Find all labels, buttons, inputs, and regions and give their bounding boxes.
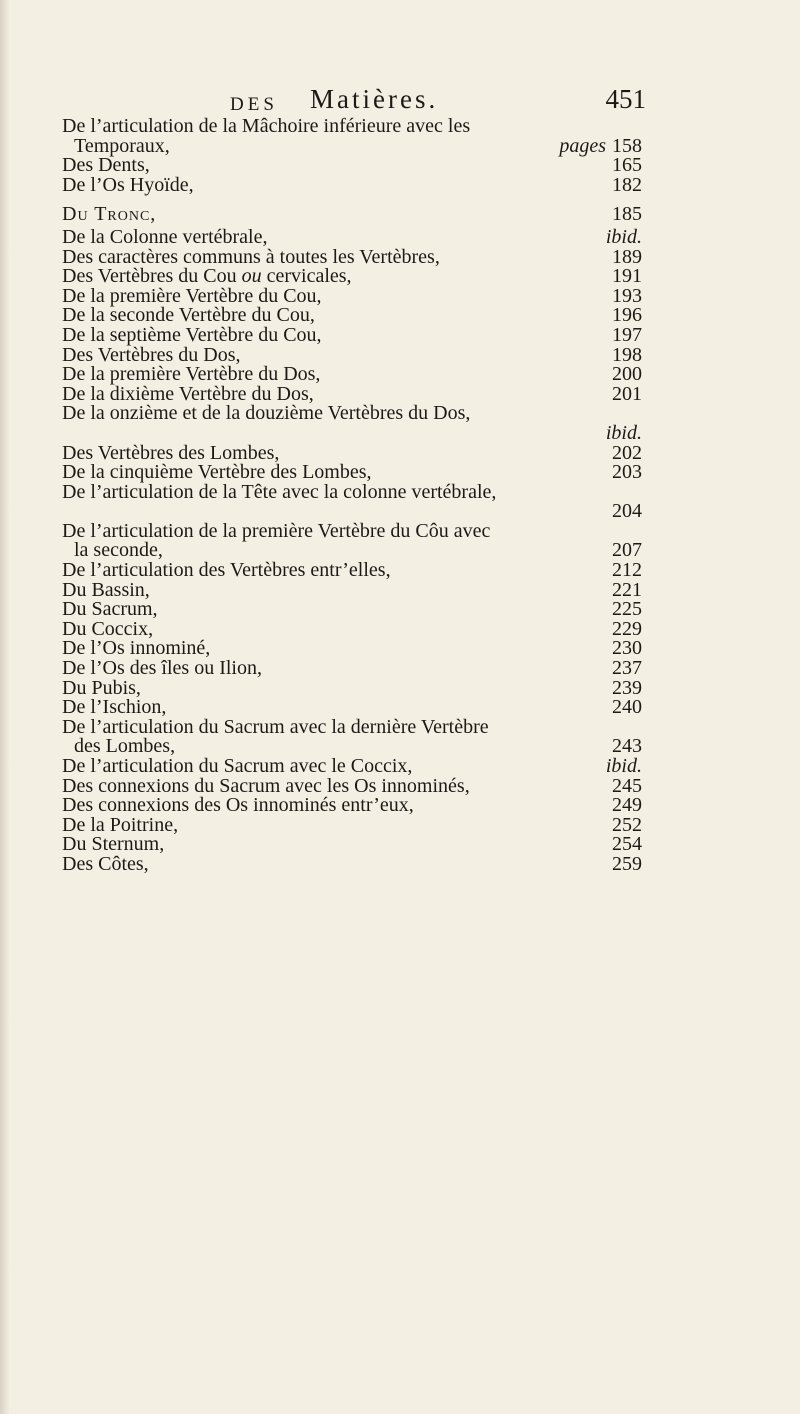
entry-page	[612, 502, 642, 522]
entry-page	[612, 698, 642, 718]
entry-title: Des Vertèbres des Lombes,	[62, 441, 280, 464]
entry-title: des Lombes,	[74, 735, 176, 758]
page-ref: 252	[612, 813, 642, 836]
entry-title: De la onzième et de la douzième Vertèbres du Dos,	[62, 402, 471, 425]
page-ref: 225	[612, 598, 642, 621]
entry-title: De l’articulation des Vertèbres entr’elles,	[62, 559, 391, 582]
entry-title: De l’Os des îles ou Ilion,	[62, 657, 262, 680]
page-ref: 185	[612, 203, 642, 226]
entry-title: Des connexions du Sacrum avec les Os innominés,	[62, 774, 470, 797]
page-ref: 237	[612, 657, 642, 680]
entry-title: De la dixième Vertèbre du Dos,	[62, 382, 314, 405]
header-des: DES	[230, 94, 278, 115]
index-entry	[62, 698, 642, 718]
entry-title: De l’articulation du Sacrum avec le Coccix,	[62, 755, 413, 777]
entry-title: Du Sacrum,	[62, 598, 158, 621]
page-ref: 254	[612, 833, 642, 856]
entry-title: De l’articulation de la Tête avec la colonne vertébrale,	[62, 480, 497, 503]
entry-title: De l’Os Hyoïde,	[62, 173, 194, 196]
entry-title: De la septième Vertèbre du Cou,	[62, 323, 322, 346]
entry-page	[612, 852, 642, 875]
entry-title: Des caractères communs à toutes les Vertèbres,	[62, 245, 440, 268]
entry-title: De l’Os innominé,	[62, 637, 211, 660]
pages-label: pages	[559, 134, 606, 157]
page-ref: 196	[612, 304, 642, 327]
index-entry	[62, 480, 642, 503]
index-entry	[62, 173, 642, 196]
page-ref: 191	[612, 265, 642, 288]
index-entry	[62, 659, 642, 679]
entry-title: Des Dents,	[62, 154, 150, 177]
page-ref: ibid.	[605, 225, 642, 248]
entry-title: Du Sternum,	[62, 833, 165, 856]
index-entry	[62, 306, 642, 326]
page-edge	[0, 0, 10, 1414]
page-ref: 207	[612, 539, 642, 562]
page-ref: ibid.	[605, 421, 642, 444]
index-entry	[62, 404, 642, 424]
entry-title: Du Tronc,	[62, 203, 157, 226]
page-ref: 165	[612, 154, 642, 177]
entry-title: De l’articulation de la Mâchoire inférieure avec les	[62, 115, 471, 137]
index-entry	[62, 156, 642, 176]
entry-title: De la première Vertèbre du Cou,	[62, 284, 322, 307]
entry-title: la seconde,	[74, 539, 163, 562]
table-of-contents	[62, 117, 642, 875]
entry-page	[612, 173, 642, 196]
page-ref: 212	[612, 559, 642, 582]
entry-title: Des Vertèbres du Dos,	[62, 343, 241, 366]
entry-title: Temporaux,	[74, 134, 170, 157]
entry-title: Des Côtes,	[62, 852, 149, 875]
page-ref: 202	[612, 441, 642, 464]
page-ref: 201	[612, 382, 642, 405]
entry-title: De la Colonne vertébrale,	[62, 225, 268, 248]
page-ref: 200	[612, 363, 642, 386]
page-ref: 221	[612, 578, 642, 601]
index-entry	[62, 117, 642, 137]
header-title: Matières.	[310, 84, 439, 114]
page-ref: 197	[612, 323, 642, 346]
page-number: 451	[605, 84, 646, 114]
entry-title: De l’articulation du Sacrum avec la dernière Vertèbre	[62, 715, 489, 738]
entry-title: De la Poitrine,	[62, 813, 179, 836]
entry-title: De la seconde Vertèbre du Cou,	[62, 304, 315, 327]
entry-title: De la première Vertèbre du Dos,	[62, 363, 321, 386]
entry-title: De la cinquième Vertèbre des Lombes,	[62, 461, 372, 484]
page-ref: 259	[612, 852, 642, 875]
index-entry	[62, 421, 642, 444]
page-ref: 229	[612, 617, 642, 640]
entry-page	[612, 205, 642, 225]
page-ref: 204	[612, 500, 642, 523]
entry-title: Des Vertèbres du Cou ou cervicales,	[62, 265, 352, 288]
page-ref: 239	[612, 676, 642, 699]
page-ref: 230	[612, 637, 642, 660]
page-ref: 182	[612, 173, 642, 196]
entry-title: Des connexions des Os innominés entr’eux,	[62, 794, 414, 817]
page-ref: 249	[612, 794, 642, 817]
index-entry	[62, 852, 642, 875]
page-ref: 245	[612, 774, 642, 797]
index-entry	[62, 323, 642, 346]
index-entry	[62, 267, 642, 287]
index-entry	[62, 463, 642, 483]
page-ref: 203	[612, 461, 642, 484]
entry-title: Du Bassin,	[62, 578, 150, 601]
entry-title: De l’Ischion,	[62, 696, 167, 719]
entry-page	[612, 463, 642, 483]
entry-title: Du Coccix,	[62, 617, 154, 640]
index-entry	[62, 225, 642, 248]
index-entry	[62, 365, 642, 385]
entry-title: De l’articulation de la première Vertèbre du Côu avec	[62, 519, 491, 542]
page-ref: 240	[612, 696, 642, 719]
entry-title: Du Pubis,	[62, 676, 141, 699]
page-ref: 243	[612, 735, 642, 758]
page-ref: 158	[612, 134, 642, 157]
index-entry	[62, 757, 642, 777]
page-ref: 193	[612, 284, 642, 307]
entry-page	[612, 382, 642, 405]
index-entry	[62, 835, 642, 855]
page-ref: ibid.	[605, 755, 642, 777]
page-ref: 189	[612, 245, 642, 268]
index-entry	[62, 600, 642, 620]
index-entry	[62, 561, 642, 581]
index-entry	[62, 796, 642, 816]
index-entry	[62, 205, 642, 225]
page-ref: 198	[612, 343, 642, 366]
index-entry	[62, 502, 642, 522]
